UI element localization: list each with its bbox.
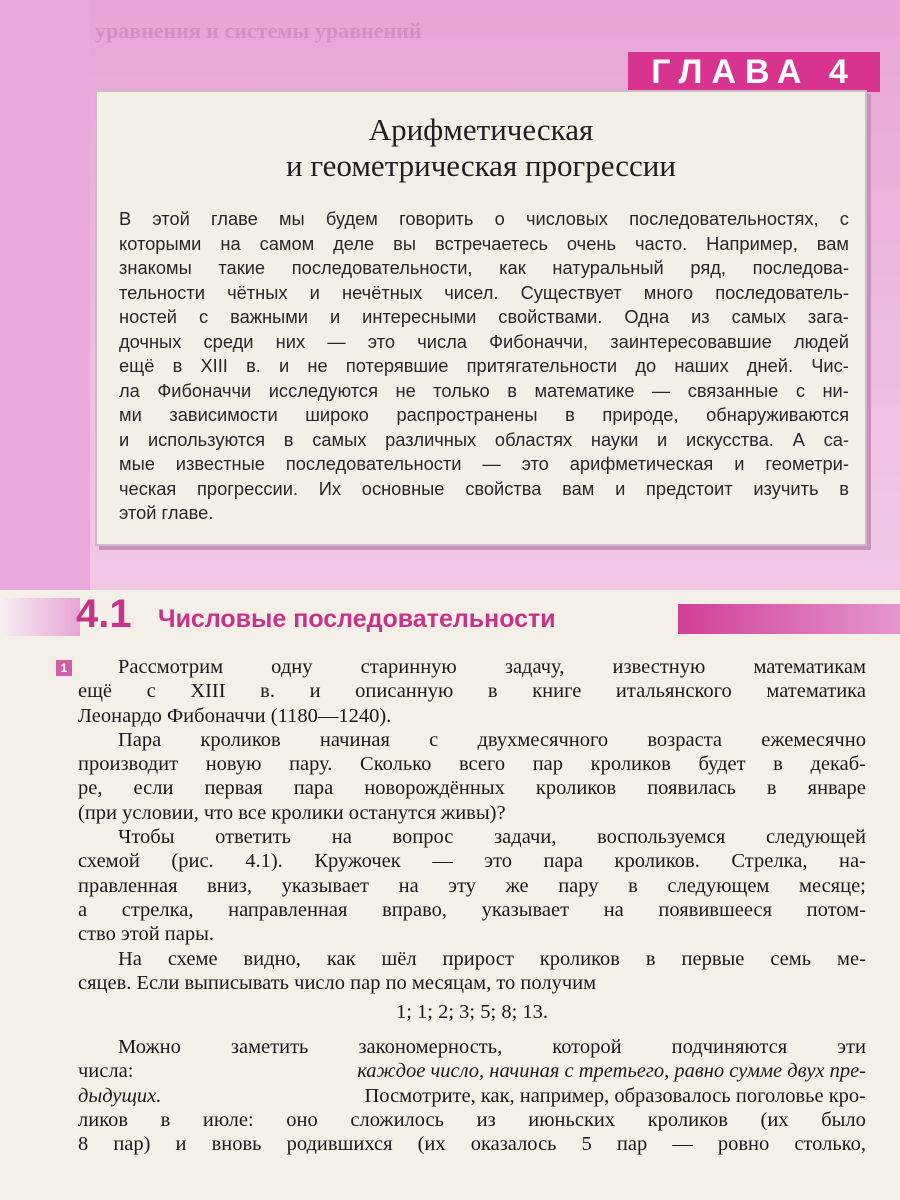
intro-text-line: В этой главе мы будем говорить о числовых последовательностях, с (119, 208, 849, 229)
text-line: ещё с XIII в. и описанную в книге итальянского математика (78, 680, 866, 703)
section-body-text (78, 655, 866, 1157)
text-line: Можно заметить закономерность, которой подчиняются эти (118, 1036, 866, 1059)
intro-text-line: и используются в самых различных областях науки и искусства. А са- (119, 428, 849, 450)
text-line-mixed (78, 1059, 866, 1083)
chapter-title-line-2: и геометрическая прогрессии (286, 148, 676, 183)
intro-text-line: дочных среди них — это числа Фибоначчи, заинтересовавшие людей (119, 330, 849, 352)
chapter-intro-box (95, 90, 867, 546)
text-line: Чтобы ответить на вопрос задачи, воспользуемся следующей (118, 826, 866, 849)
text-line: сяцев. Если выписывать число пар по месяцам, то получим (78, 971, 597, 994)
text-line: схемой (рис. 4.1). Кружочек — это пара кроликов. Стрелка, на- (78, 850, 866, 873)
section-heading-left-bar (0, 598, 80, 636)
chapter-label: ГЛАВА 4 (628, 52, 880, 92)
text-line: ре, если первая пара новорождённых кроликов появилась в январе (78, 777, 866, 800)
paragraph-marker: 1 (56, 660, 72, 676)
fibonacci-sequence: 1; 1; 2; 3; 5; 8; 13. (395, 1001, 549, 1023)
intro-text-line: ми зависимости широко распространены в природе, обнаруживаются (119, 404, 849, 425)
text-line: правленная вниз, указывает на эту же пару в следующем месяце; (78, 874, 866, 897)
section-heading-right-bar (678, 604, 900, 634)
intro-text-line: мые известные последовательности — это арифметическая и геометри- (119, 453, 849, 474)
text-line: а стрелка, направленная вправо, указывает на появившееся потом- (78, 898, 866, 921)
text-normal: числа: (78, 1060, 134, 1083)
intro-text-line: знакомы такие последовательности, как натуральный ряд, последова- (119, 257, 849, 278)
text-line: ство этой пары. (78, 923, 215, 946)
text-italic: каждое число, начиная с третьего, равно сумме двух пре- (357, 1060, 866, 1083)
chapter-intro-text (119, 207, 849, 526)
text-line: Пара кроликов начиная с двухмесячного возраста ежемесячно (118, 728, 866, 751)
intro-text-line: ческая прогрессии. Их основные свойства вам и предстоит изучить в (119, 477, 849, 499)
section-title: Числовые последовательности (158, 605, 556, 633)
running-head: уравнения и системы уравнений (95, 18, 422, 43)
text-normal: Посмотрите, как, например, образовалось поголовье кро- (364, 1084, 866, 1107)
text-line: Рассмотрим одну старинную задачу, известную математикам (118, 656, 866, 678)
chapter-title (97, 112, 865, 184)
intro-text-line: ностей с важными и интересными свойствами. Одна из самых зага- (119, 306, 849, 327)
intro-text-line: этой главе. (119, 502, 214, 523)
intro-text-line: ещё в XIII в. и не потерявшие притягательности до наших дней. Чис- (119, 355, 849, 376)
text-line-mixed (78, 1084, 866, 1108)
text-line: производит новую пару. Сколько всего пар кроликов будет в декаб- (78, 753, 866, 776)
header-band-left-strip (0, 0, 90, 590)
text-line: На схеме видно, как шёл прирост кроликов в первые семь ме- (118, 947, 866, 970)
text-italic: дыдущих. (78, 1084, 162, 1107)
chapter-title-line-1: Арифметическая (368, 112, 594, 147)
section-number: 4.1 (76, 592, 132, 636)
intro-text-line: ла Фибоначчи исследуются не только в математике — связанные с ни- (119, 379, 849, 401)
text-line: Леонардо Фибоначчи (1180—1240). (78, 704, 392, 727)
text-line: (при условии, что все кролики останутся живы)? (78, 801, 506, 824)
intro-text-line: которыми на самом деле вы встречаетесь очень часто. Например, вам (119, 232, 849, 254)
text-line: ликов в июле: оно сложилось из июньских кроликов (их было (78, 1109, 866, 1132)
text-line: 8 пар) и вновь родившихся (их оказалось 5 пар — ровно столько, (78, 1133, 866, 1156)
intro-text-line: тельности чётных и нечётных чисел. Существует много последователь- (119, 281, 849, 303)
